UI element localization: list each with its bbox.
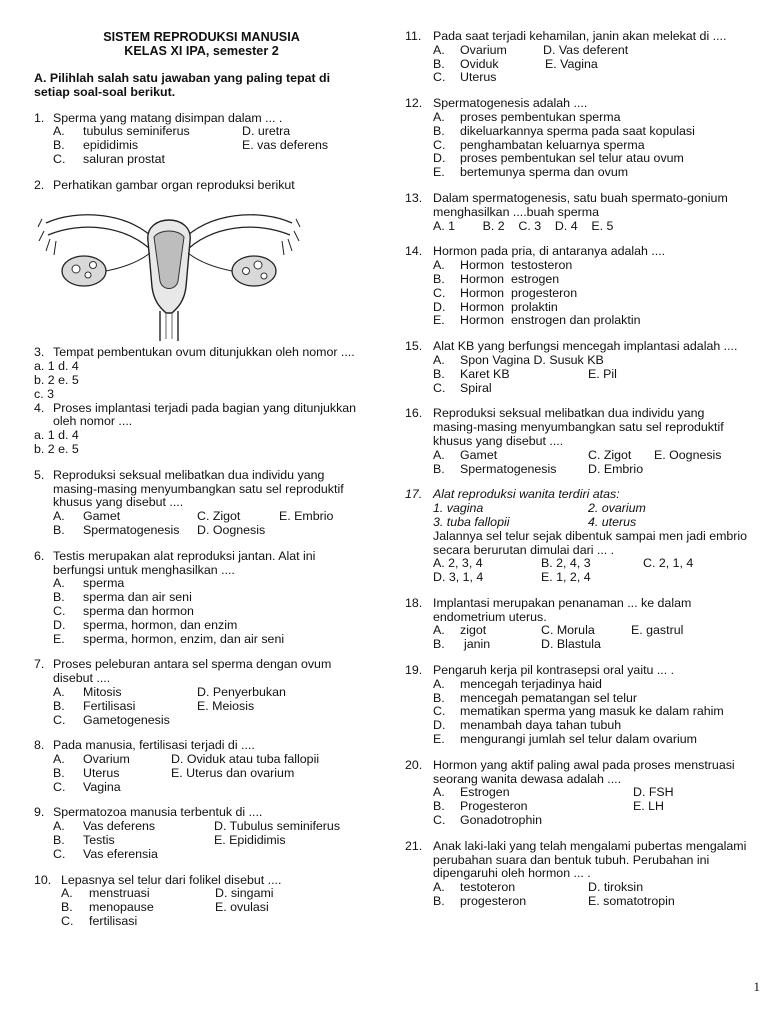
question-stem: Spermatogenesis adalah .... <box>433 96 588 111</box>
option-text: Mitosis <box>83 684 122 699</box>
question-stem: Perhatikan gambar organ reproduksi berikut <box>53 177 295 192</box>
option-text: D. singami <box>215 886 274 901</box>
option-letter: C. <box>433 70 446 85</box>
option-text: D. Vas deferent <box>543 42 629 57</box>
option-letter: A. <box>433 785 445 800</box>
question-13 <box>405 192 750 233</box>
option-line: c. 3 <box>34 386 54 401</box>
option-text: tubulus seminiferus <box>83 124 190 139</box>
right-column <box>405 30 750 909</box>
option-letter: B. <box>433 690 445 705</box>
option-text: Vas deferens <box>83 819 156 834</box>
option-text: Spermatogenesis <box>460 461 557 476</box>
question-stem: Reproduksi seksual melibatkan dua individu yang masing-masing menyumbangkan satu sel reproduktif khusus yang disebut .... <box>433 406 724 448</box>
option-letter: A. <box>433 880 445 895</box>
option-letter: B. <box>433 637 445 652</box>
option-text: Gonadotrophin <box>460 813 542 828</box>
question-9 <box>34 806 369 861</box>
question-number: 21. <box>405 838 423 853</box>
option-text: Ovarium <box>83 752 130 767</box>
option-text: saluran prostat <box>83 151 165 166</box>
option-letter: C. <box>433 813 446 828</box>
question-number: 19. <box>405 663 423 678</box>
option-text: Spermatogenesis <box>83 522 180 537</box>
option-text: dikeluarkannya sperma pada saat kopulasi <box>460 123 695 138</box>
question-number: 1. <box>34 110 45 125</box>
option-text: proses pembentukan sperma <box>460 109 621 124</box>
question-21 <box>405 840 750 909</box>
option-text: Oviduk <box>460 56 499 71</box>
option-text: menopause <box>89 900 154 915</box>
option-text: D. tiroksin <box>588 880 644 895</box>
option-letter: B. <box>433 56 445 71</box>
question-number: 9. <box>34 805 45 820</box>
question-stem: Hormon pada pria, di antaranya adalah .... <box>433 244 666 259</box>
question-text: Jalannya sel telur sejak dibentuk sampai men jadi embrio secara berurutan dimulai dari ... . <box>433 528 748 557</box>
option-letter: E. <box>53 631 65 646</box>
option-letter: B. <box>53 833 65 848</box>
option-text: C. Zigot <box>588 447 632 462</box>
option-letter: D. <box>433 718 446 733</box>
option-letter: C. <box>433 285 446 300</box>
question-4 <box>34 402 369 457</box>
option-letter: D. <box>53 617 66 632</box>
question-number: 4. <box>34 400 45 415</box>
list-item: 3. tuba fallopii <box>433 514 510 529</box>
option-letter: C. <box>53 603 66 618</box>
option-letter: B. <box>433 366 445 381</box>
option-text: D. Penyerbukan <box>197 684 286 699</box>
question-number: 2. <box>34 177 45 192</box>
document-subtitle: KELAS XI IPA, semester 2 <box>124 44 279 58</box>
question-number: 12. <box>405 96 423 111</box>
question-20 <box>405 759 750 828</box>
question-stem: Proses peleburan antara sel sperma dengan ovum disebut .... <box>53 657 332 686</box>
option-text: Gamet <box>83 509 121 524</box>
question-14 <box>405 245 750 328</box>
list-item: 4. uterus <box>588 514 637 529</box>
option-text: Testis <box>83 833 115 848</box>
option-text: bertemunya sperma dan ovum <box>460 165 629 180</box>
option-text: proses pembentukan sel telur atau ovum <box>460 151 684 166</box>
question-18 <box>405 597 750 652</box>
option-text: D. Tubulus seminiferus <box>214 819 341 834</box>
option-letter: C. <box>61 914 74 929</box>
option-letter: C. <box>53 151 66 166</box>
option-text: E. Uterus dan ovarium <box>171 765 295 780</box>
option-letter: A. <box>433 109 445 124</box>
question-1 <box>34 112 369 167</box>
option-line: a. 1 d. 4 <box>34 428 79 443</box>
option-text: C. Zigot <box>197 509 241 524</box>
option-text: E. Pil <box>588 366 617 381</box>
question-stem: Hormon yang aktif paling awal pada proses menstruasi seorang wanita dewasa adalah .... <box>433 757 735 786</box>
option-text: E. gastrul <box>631 623 684 638</box>
option-text: mencegah terjadinya haid <box>460 676 602 691</box>
list-item: 2. ovarium <box>588 501 646 516</box>
question-7 <box>34 658 369 727</box>
option-letter: A. <box>53 124 65 139</box>
question-15 <box>405 340 750 395</box>
question-number: 18. <box>405 595 423 610</box>
option-text: penghambatan keluarnya sperma <box>460 137 645 152</box>
question-11 <box>405 30 750 85</box>
question-16 <box>405 407 750 476</box>
option-text: Gamet <box>460 447 498 462</box>
option-text: C. Morula <box>541 623 595 638</box>
option-line: b. 2 e. 5 <box>34 372 79 387</box>
question-17 <box>405 488 750 585</box>
option-letter: C. <box>53 712 66 727</box>
option-text: E. ovulasi <box>215 900 269 915</box>
option-text: sperma, hormon, dan enzim <box>83 617 238 632</box>
question-number: 16. <box>405 406 423 421</box>
question-stem: Alat KB yang berfungsi mencegah implantasi adalah .... <box>433 339 738 354</box>
option-text: sperma dan air seni <box>83 590 192 605</box>
question-number: 13. <box>405 190 423 205</box>
question-number: 8. <box>34 738 45 753</box>
option-text: A. 2, 3, 4 <box>433 556 483 571</box>
option-text: Hormon progesteron <box>460 285 578 300</box>
option-text: mencegah pematangan sel telur <box>460 690 638 705</box>
option-text: janin <box>464 637 491 652</box>
option-text: Progesteron <box>460 799 528 814</box>
option-text: fertilisasi <box>89 914 138 929</box>
option-text: C. 2, 1, 4 <box>643 556 694 571</box>
question-10 <box>34 874 369 929</box>
option-text: menambah daya tahan tubuh <box>460 718 622 733</box>
option-text: Spon Vagina D. Susuk KB <box>460 352 604 367</box>
question-stem: Pada saat terjadi kehamilan, janin akan melekat di .... <box>433 29 727 43</box>
question-stem: Testis merupakan alat reproduksi jantan. Alat ini berfungsi untuk menghasilkan .... <box>53 548 316 577</box>
option-text: E. Vagina <box>545 56 598 71</box>
option-letter: B. <box>53 698 65 713</box>
question-2 <box>34 179 369 345</box>
option-letter: B. <box>53 138 65 153</box>
option-letter: D. <box>433 299 446 314</box>
question-stem: Anak laki-laki yang telah mengalami pubertas mengalami perubahan suara dan bentuk tubuh. Perubahan ini dipengaruhi oleh hormon ... . <box>433 838 747 881</box>
question-stem: Pengaruh kerja pil kontrasepsi oral yaitu ... . <box>433 663 675 678</box>
option-letter: E. <box>433 165 445 180</box>
option-text: E. LH <box>633 799 664 814</box>
option-letter: A. <box>53 819 65 834</box>
document-title: SISTEM REPRODUKSI MANUSIA <box>103 30 300 44</box>
question-number: 6. <box>34 548 45 563</box>
question-stem: Sperma yang matang disimpan dalam ... . <box>53 110 283 125</box>
question-6 <box>34 550 369 647</box>
question-stem: Proses implantasi terjadi pada bagian yang ditunjukkan oleh nomor .... <box>53 400 357 429</box>
question-number: 11. <box>405 29 422 43</box>
option-text: E. Epididimis <box>214 833 286 848</box>
section-instruction: A. Pilihlah salah satu jawaban yang paling tepat di setiap soal-soal berikut. <box>34 71 331 99</box>
option-letter: A. <box>433 352 445 367</box>
question-number: 3. <box>34 345 45 360</box>
question-19 <box>405 664 750 747</box>
question-stem: Spermatozoa manusia terbentuk di .... <box>53 805 263 820</box>
option-letter: C. <box>433 704 446 719</box>
option-text: Hormon prolaktin <box>460 299 558 314</box>
list-item: 1. vagina <box>433 501 484 516</box>
option-letter: C. <box>53 779 66 794</box>
option-letter: A. <box>61 886 73 901</box>
option-letter: B. <box>433 894 445 909</box>
option-letter: A. <box>53 684 65 699</box>
option-letter: A. <box>433 623 445 638</box>
option-text: D. FSH <box>633 785 674 800</box>
option-text: epididimis <box>83 138 139 153</box>
option-line: A. 1 B. 2 C. 3 D. 4 E. 5 <box>433 218 614 233</box>
question-stem: Implantasi merupakan penanaman ... ke dalam endometrium uterus. <box>433 595 692 624</box>
option-text: Uterus <box>460 70 497 85</box>
option-text: sperma, hormon, enzim, dan air seni <box>83 631 285 646</box>
option-text: E. vas deferens <box>242 138 329 153</box>
question-12 <box>405 97 750 180</box>
option-letter: C. <box>433 137 446 152</box>
question-number: 5. <box>34 467 45 482</box>
option-text: menstruasi <box>89 886 150 901</box>
page-number: 1 <box>753 979 760 995</box>
option-text: E. Oognesis <box>654 447 722 462</box>
option-text: D. uretra <box>242 124 291 139</box>
left-column <box>34 30 369 929</box>
option-letter: B. <box>53 765 65 780</box>
option-letter: C. <box>433 380 446 395</box>
option-text: E. Meiosis <box>197 698 255 713</box>
option-text: Gametogenesis <box>83 712 170 727</box>
question-stem: Reproduksi seksual melibatkan dua individu yang masing-masing menyumbangkan satu sel reproduktif khusus yang disebut .... <box>53 467 344 510</box>
option-text: Vagina <box>83 779 121 794</box>
option-letter: B. <box>433 799 445 814</box>
option-text: D. Embrio <box>588 461 644 476</box>
option-text: Estrogen <box>460 785 510 800</box>
option-text: testoteron <box>460 880 516 895</box>
question-number: 15. <box>405 339 423 354</box>
option-text: sperma dan hormon <box>83 603 194 618</box>
option-text: D. Oviduk atau tuba fallopii <box>171 752 320 767</box>
option-letter: A. <box>53 509 65 524</box>
question-stem: Alat reproduksi wanita terdiri atas: <box>433 487 620 502</box>
option-text: Hormon estrogen <box>460 271 560 286</box>
option-letter: E. <box>433 732 445 747</box>
question-stem: Dalam spermatogenesis, satu buah spermato-gonium menghasilkan ....buah sperma <box>433 190 728 219</box>
option-text: Hormon enstrogen dan prolaktin <box>460 313 641 328</box>
question-stem: Tempat pembentukan ovum ditunjukkan oleh nomor .... <box>53 345 355 360</box>
option-text: Vas eferensia <box>83 846 158 861</box>
option-text: D. 3, 1, 4 <box>433 570 484 585</box>
option-letter: B. <box>433 271 445 286</box>
option-letter: B. <box>61 900 73 915</box>
question-number: 7. <box>34 657 45 672</box>
option-text: D. Oognesis <box>197 522 266 537</box>
question-number: 10. <box>34 872 52 887</box>
option-letter: D. <box>433 151 446 166</box>
option-letter: C. <box>53 846 66 861</box>
option-letter: E. <box>433 313 445 328</box>
option-text: Spiral <box>460 380 492 395</box>
question-number: 20. <box>405 757 423 772</box>
option-line: a. 1 d. 4 <box>34 359 79 374</box>
question-8 <box>34 739 369 794</box>
option-letter: B. <box>53 590 65 605</box>
option-text: Fertilisasi <box>83 698 136 713</box>
option-text: Hormon testosteron <box>460 258 573 273</box>
option-text: mengurangi jumlah sel telur dalam ovarium <box>460 732 697 747</box>
option-letter: B. <box>53 522 65 537</box>
option-letter: A. <box>433 676 445 691</box>
question-stem: Lepasnya sel telur dari folikel disebut .... <box>61 872 282 887</box>
option-letter: A. <box>53 752 65 767</box>
option-letter: A. <box>433 447 445 462</box>
option-letter: B. <box>433 123 445 138</box>
option-text: B. 2, 4, 3 <box>541 556 591 571</box>
option-letter: A. <box>433 258 445 273</box>
option-text: D. Blastula <box>541 637 601 652</box>
question-3 <box>34 346 369 401</box>
option-text: mematikan sperma yang masuk ke dalam rahim <box>460 704 724 719</box>
option-letter: A. <box>53 576 65 591</box>
option-text: Ovarium <box>460 42 507 57</box>
option-text: sperma <box>83 576 125 591</box>
option-text: Karet KB <box>460 366 510 381</box>
option-letter: B. <box>433 461 445 476</box>
uterus-diagram-icon <box>36 201 369 345</box>
question-number: 14. <box>405 244 423 259</box>
option-text: E. Embrio <box>279 509 334 524</box>
option-letter: A. <box>433 42 445 57</box>
option-text: progesteron <box>460 894 527 909</box>
option-text: Uterus <box>83 765 120 780</box>
option-text: E. 1, 2, 4 <box>541 570 591 585</box>
option-text: zigot <box>460 623 487 638</box>
option-line: b. 2 e. 5 <box>34 441 79 456</box>
question-5 <box>34 469 369 538</box>
question-stem: Pada manusia, fertilisasi terjadi di .... <box>53 738 255 753</box>
option-text: E. somatotropin <box>588 894 675 909</box>
question-number: 17. <box>405 487 423 502</box>
